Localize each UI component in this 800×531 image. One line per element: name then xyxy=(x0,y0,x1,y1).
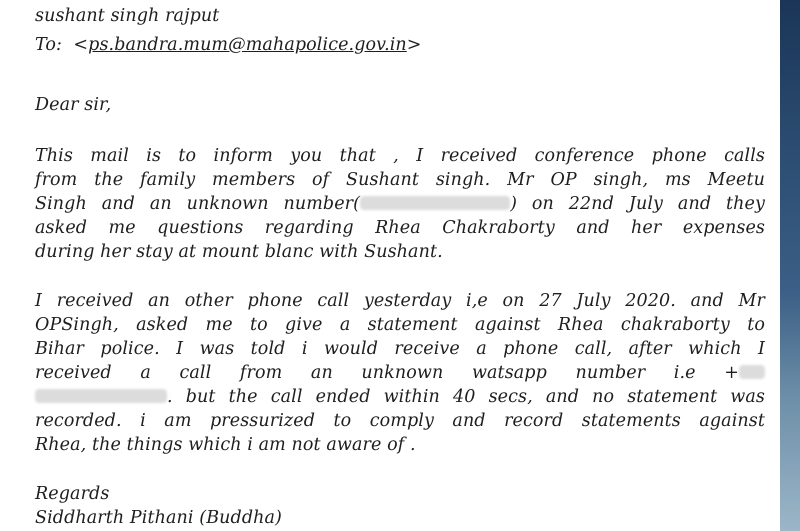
para1-line5: during her stay at mount blanc with Sushant. xyxy=(35,242,443,262)
angle-close: > xyxy=(406,35,422,55)
para2-line6: recorded. i am pressurized to comply and record statements against xyxy=(35,411,765,431)
para2-line1: I received an other phone call yesterday i,e on 27 July 2020. and Mr xyxy=(35,291,765,311)
closing: Regards xyxy=(35,484,110,504)
angle-open: < xyxy=(67,35,89,55)
para1-line3: Singh and an unknown number( ) on 22nd July and they xyxy=(35,194,765,214)
recipient-line xyxy=(35,34,422,56)
para2-line5: . but the call ended within 40 secs, and no statement was xyxy=(35,386,765,408)
redacted-watsapp-number-end xyxy=(35,389,167,403)
redacted-watsapp-number-start xyxy=(739,365,765,379)
recipient-email-link[interactable]: ps.bandra.mum@mahapolice.gov.in xyxy=(88,35,407,55)
redacted-phone-number xyxy=(360,196,510,210)
para1-line2: from the family members of Sushant singh. Mr OP singh, ms Meetu xyxy=(35,170,765,190)
para1-line1: This mail is to inform you that , I received conference phone calls xyxy=(35,146,765,166)
greeting: Dear sir, xyxy=(35,95,112,115)
para2-line4: received a call from an unknown watsapp number i.e + xyxy=(35,362,765,384)
background-edge-strip xyxy=(780,0,800,531)
to-label: To: xyxy=(35,35,63,55)
para2-line3: Bihar police. I was told i would receive a phone call, after which I xyxy=(35,339,765,359)
signature: Siddharth Pithani (Buddha) xyxy=(35,508,282,528)
para1-line4: asked me questions regarding Rhea Chakraborty and her expenses xyxy=(35,218,765,238)
para2-line7: Rhea, the things which i am not aware of . xyxy=(35,435,416,455)
para2-line2: OPSingh, asked me to give a statement against Rhea chakraborty to xyxy=(35,315,765,335)
sender-name: sushant singh rajput xyxy=(35,6,220,26)
